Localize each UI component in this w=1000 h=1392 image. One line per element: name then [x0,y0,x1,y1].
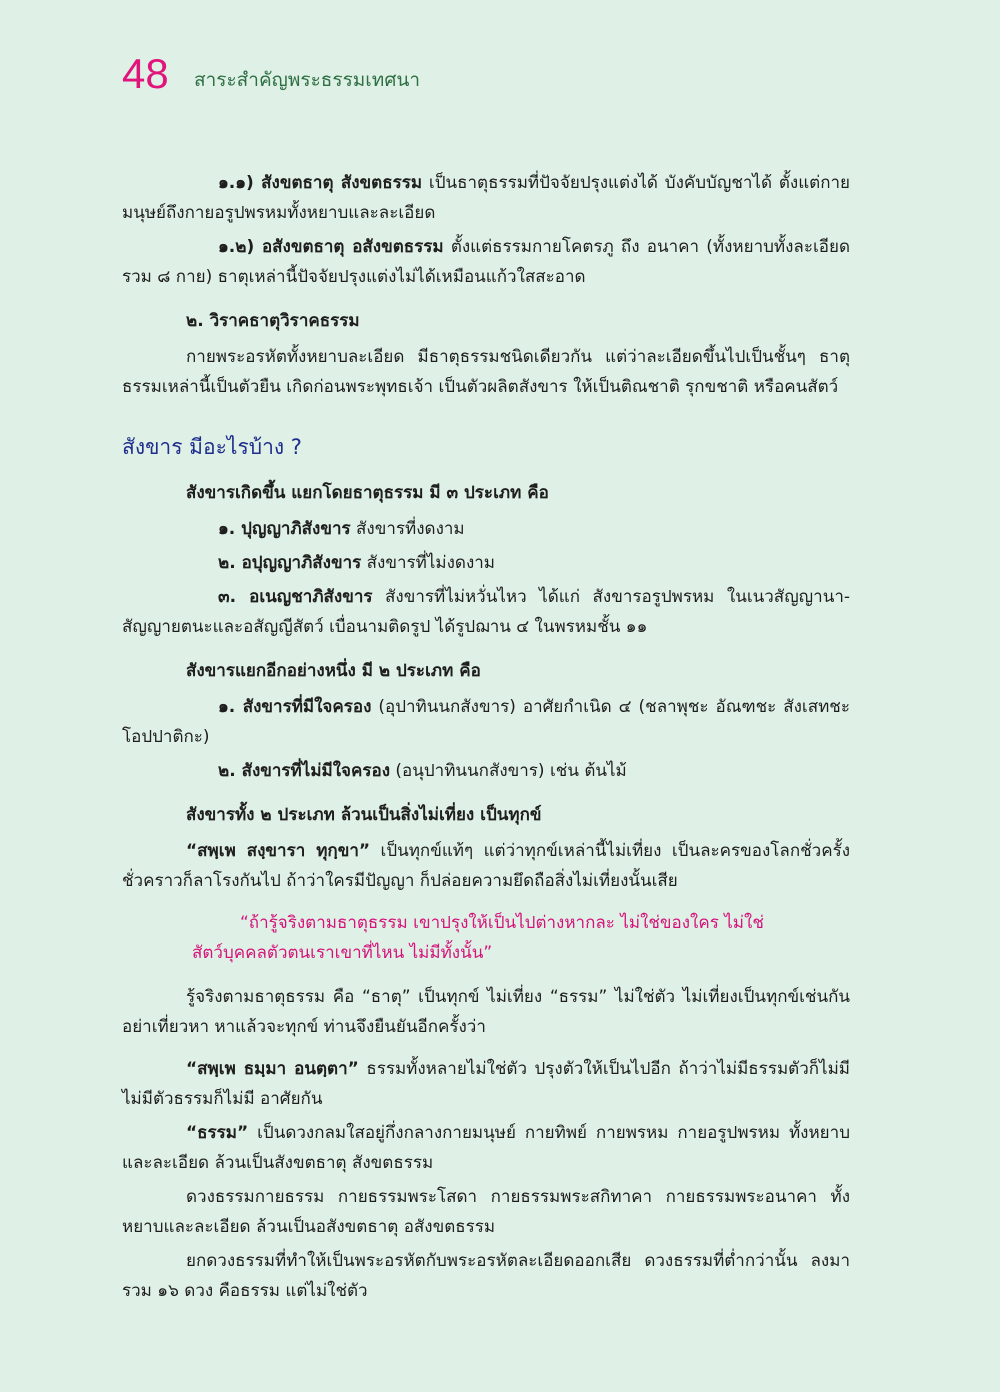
page-number: 48 [122,50,169,97]
list-item: ๑. ปุญญาภิสังขาร สังขารที่งดงาม [218,519,465,539]
paragraph-dhatu-dhamma: รู้จริงตามธาตุธรรม คือ “ธาตุ” เป็นทุกข์ ไม่เที่ยง “ธรรม” ไม่ใช่ตัว ไม่เที่ยงเป็นทุกข์เช่นกัน อย่าเที่ยวหา หาแล้วจะทุกข์ ท่านจึงยืนยันอีกครั้งว่า [122,987,850,1037]
running-title: สาระสำคัญพระธรรมเทศนา [194,69,421,91]
paragraph-1-2: ๑.๒) อสังขตธาตุ อสังขตธรรม ตั้งแต่ธรรมกายโคตรภู ถึง อนาคา (ทั้งหยาบทั้งละเอียด รวม ๘ กาย) ธาตุเหล่านี้ปัจจัยปรุงแต่งไม่ได้เหมือนแก้วใสสะอาด [122,237,850,287]
page-body [122,168,850,1306]
list-item: ๒. อปุญญาภิสังขาร สังขารที่ไม่งดงาม [218,553,496,573]
list-item: ๓. อเนญชาภิสังขาร สังขารที่ไม่หวั่นไหว ได้แก่ สังขารอรูปพรหม ในเนวสัญญานา-สัญญายตนะและอสัญญีสัตว์ เบื่อนามติดรูป ได้รูปฌาน ๔ ในพรหมชั้น ๑๑ [122,587,851,637]
highlight-quote [122,908,850,968]
subheading-two-types: สังขารแยกอีกอย่างหนึ่ง มี ๒ ประเภท คือ [186,661,481,681]
subheading-three-types: สังขารเกิดขึ้น แยกโดยธาตุธรรม มี ๓ ประเภท คือ [186,483,549,503]
section-title: สังขาร มีอะไรบ้าง ? [122,435,302,459]
subheading-impermanent: สังขารทั้ง ๒ ประเภท ล้วนเป็นสิ่งไม่เที่ยง เป็นทุกข์ [186,805,542,825]
list-item: ๒. สังขารที่ไม่มีใจครอง (อนุปาทินนกสังขาร) เช่น ต้นไม้ [218,761,627,781]
paragraph-dhammakaya: ดวงธรรมกายธรรม กายธรรมพระโสดา กายธรรมพระสกิทาคา กายธรรมพระอนาคา ทั้งหยาบและละเอียด ล้วนเป็นอสังขตธาตุ อสังขตธรรม [122,1187,850,1237]
paragraph-dhamma-sphere: “ธรรม” เป็นดวงกลมใสอยู่กึ่งกลางกายมนุษย์ กายทิพย์ กายพรหม กายอรูปพรหม ทั้งหยาบและละเอียด ล้วนเป็นสังขตธาตุ สังขตธรรม [122,1123,850,1173]
list-item: ๑. สังขารที่มีใจครอง (อุปาทินนกสังขาร) อาศัยกำเนิด ๔ (ชลาพุชะ อัณฑชะ สังเสทชะ โอปปาติกะ) [122,697,850,747]
paragraph-arahant: ยกดวงธรรมที่ทำให้เป็นพระอรหัตกับพระอรหัตละเอียดออกเสีย ดวงธรรมที่ต่ำกว่านั้น ลงมารวม ๑๖ ดวง คือธรรม แต่ไม่ใช่ตัว [122,1251,850,1301]
quote-line: “ถ้ารู้จริงตามธาตุธรรม เขาปรุงให้เป็นไปต่างหากละ ไม่ใช่ของใคร ไม่ใช่ [240,913,764,933]
paragraph-1-1: ๑.๑) สังขตธาตุ สังขตธรรม เป็นธาตุธรรมที่ปัจจัยปรุงแต่งได้ บังคับบัญชาได้ ตั้งแต่กายมนุษย์ถึงกายอรูปพรหมทั้งหยาบและละเอียด [122,173,850,223]
paragraph-sabbe-dhamma: “สพฺเพ ธมฺมา อนตฺตา” ธรรมทั้งหลายไม่ใช่ตัว ปรุงตัวให้เป็นไปอีก ถ้าว่าไม่มีธรรมตัวก็ไม่มี ไม่มีตัวธรรมก็ไม่มี อาศัยกัน [122,1059,850,1109]
paragraph-sabbe-sankhara: “สพฺเพ สงฺขารา ทุกฺขา” เป็นทุกข์แท้ๆ แต่ว่าทุกข์เหล่านี้ไม่เที่ยง เป็นละครของโลกชั่วครั้งชั่วคราวก็ลาโรงกันไป ถ้าว่าใครมีปัญญา ก็ปล่อยความยึดถือสิ่งไม่เที่ยงนั้นเสีย [122,841,851,891]
quote-line: สัตว์บุคคลตัวตนเราเขาที่ไหน ไม่มีทั้งนั้น” [192,943,493,963]
heading-viraga: ๒. วิราคธาตุวิราคธรรม [186,311,360,331]
paragraph-viraga: กายพระอรหัตทั้งหยาบละเอียด มีธาตุธรรมชนิดเดียวกัน แต่ว่าละเอียดขึ้นไปเป็นชั้นๆ ธาตุธรรมเหล่านี้เป็นตัวยืน เกิดก่อนพระพุทธเจ้า เป็นตัวผลิตสังขาร ให้เป็นติณชาติ รุกขชาติ หรือคนสัตว์ [122,347,850,397]
